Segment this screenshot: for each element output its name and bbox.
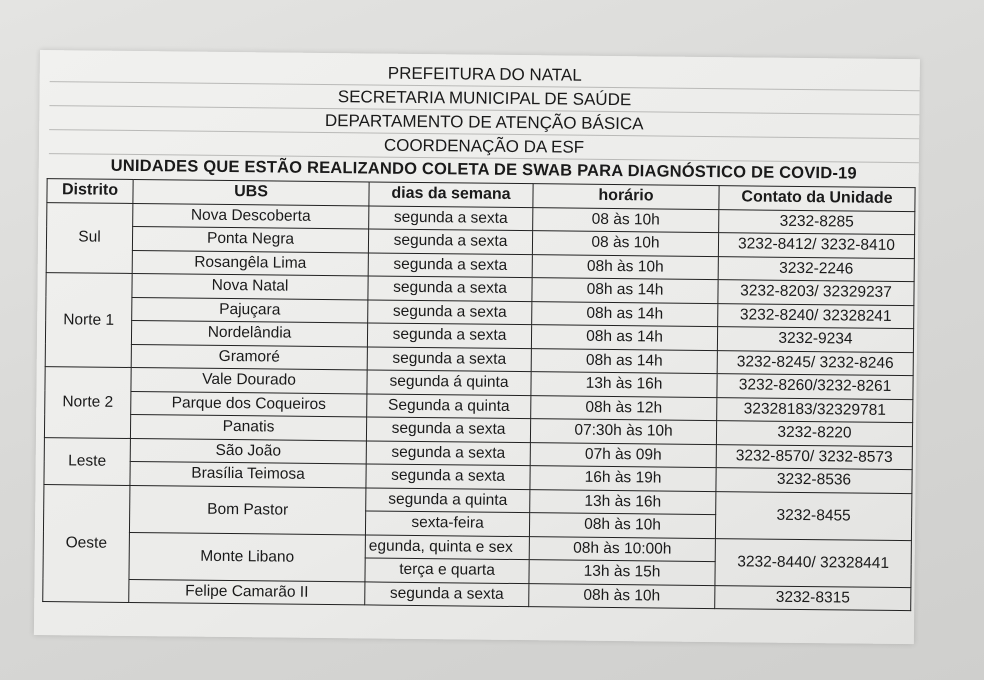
cell-dias: segunda a sexta (365, 581, 529, 606)
document-sheet (34, 50, 920, 644)
cell-ubs: Pajuçara (132, 297, 368, 323)
cell-ubs: São João (130, 438, 366, 464)
cell-horario: 08h as 14h (532, 301, 718, 326)
cell-contato: 3232-9234 (717, 327, 913, 353)
cell-dias: segunda a sexta (366, 464, 530, 489)
cell-dias: segunda a sexta (367, 346, 531, 371)
cell-distrito: Norte 1 (45, 273, 132, 368)
cell-distrito: Oeste (43, 484, 130, 602)
cell-contato: 3232-8285 (719, 209, 915, 235)
cell-contato: 3232-8220 (716, 421, 912, 447)
cell-ubs: Gramoré (131, 344, 367, 370)
cell-distrito: Leste (44, 437, 130, 485)
cell-contato: 3232-8315 (715, 585, 911, 611)
cell-dias: segunda a sexta (369, 205, 533, 230)
document-subtitle: UNIDADES QUE ESTÃO REALIZANDO COLETA DE SWAB PARA DIAGNÓSTICO DE COVID-19 (110, 156, 857, 183)
col-header-horario: horário (533, 184, 719, 209)
cell-horario: 08h as 14h (531, 348, 717, 373)
cell-dias: sexta-feira (365, 511, 529, 536)
col-header-distrito: Distrito (47, 179, 133, 203)
cell-contato: 3232-8440/ 32328441 (715, 538, 911, 587)
cell-ubs: Nordelândia (131, 320, 367, 346)
cell-dias: segunda a sexta (366, 417, 530, 442)
col-header-contato: Contato da Unidade (719, 186, 915, 212)
cell-horario: 07:30h às 10h (530, 419, 716, 444)
cell-dias: segunda a sexta (366, 440, 530, 465)
cell-dias: segunda a sexta (368, 299, 532, 324)
cell-horario: 08h as 14h (531, 325, 717, 350)
cell-contato: 3232-8203/ 32329237 (718, 280, 914, 306)
cell-contato: 3232-8536 (716, 468, 912, 494)
cell-contato: 3232-2246 (718, 256, 914, 282)
cell-contato: 32328183/32329781 (717, 397, 913, 423)
cell-ubs: Rosangêla Lima (132, 250, 368, 276)
cell-dias: segunda a sexta (368, 229, 532, 254)
cell-contato: 3232-8240/ 32328241 (718, 303, 914, 329)
cell-horario: 13h às 15h (529, 560, 715, 585)
cell-ubs: Panatis (130, 414, 366, 440)
cell-horario: 13h às 16h (530, 489, 716, 514)
cell-dias: segunda a quinta (366, 487, 530, 512)
cell-horario: 08h às 10h (529, 513, 715, 538)
cell-horario: 08h às 10:00h (529, 536, 715, 561)
header-line-departamento: DEPARTAMENTO DE ATENÇÃO BÁSICA (49, 106, 919, 139)
cell-ubs: Nova Natal (132, 273, 368, 299)
cell-ubs: Vale Dourado (131, 367, 367, 393)
col-header-dias: dias da semana (369, 182, 533, 207)
cell-dias: segunda a sexta (368, 252, 532, 277)
cell-ubs: Parque dos Coqueiros (131, 391, 367, 417)
cell-distrito: Norte 2 (44, 367, 131, 438)
cell-horario: 08 às 10h (533, 207, 719, 232)
cell-horario: 13h às 16h (531, 372, 717, 397)
header-line-secretaria: SECRETARIA MUNICIPAL DE SAÚDE (49, 82, 919, 115)
cell-contato: 3232-8455 (715, 491, 911, 540)
cell-horario: 07h às 09h (530, 442, 716, 467)
cell-ubs: Monte Libano (129, 532, 365, 581)
cell-horario: 08 às 10h (532, 231, 718, 256)
cell-dias: egunda, quinta e sex (365, 534, 529, 559)
swab-units-table (42, 178, 915, 611)
col-header-ubs: UBS (133, 179, 369, 205)
cell-dias: segunda á quinta (367, 370, 531, 395)
cell-ubs: Nova Descoberta (133, 203, 369, 229)
cell-dias: terça e quarta (365, 558, 529, 583)
cell-contato: 3232-8412/ 3232-8410 (718, 233, 914, 259)
document-header (49, 58, 920, 186)
header-line-prefeitura: PREFEITURA DO NATAL (50, 58, 920, 91)
cell-dias: segunda a sexta (368, 276, 532, 301)
cell-contato: 3232-8245/ 3232-8246 (717, 350, 913, 376)
cell-contato: 3232-8260/3232-8261 (717, 374, 913, 400)
cell-horario: 16h às 19h (530, 466, 716, 491)
cell-horario: 08h às 12h (531, 395, 717, 420)
cell-dias: segunda a sexta (367, 323, 531, 348)
cell-horario: 08h as 14h (532, 278, 718, 303)
cell-distrito: Sul (46, 202, 133, 273)
header-line-coordenacao: COORDENAÇÃO DA ESF (49, 130, 919, 163)
cell-ubs: Ponta Negra (132, 226, 368, 252)
cell-horario: 08h às 10h (529, 583, 715, 608)
cell-ubs: Bom Pastor (129, 485, 365, 534)
cell-contato: 3232-8570/ 3232-8573 (716, 444, 912, 470)
cell-dias: Segunda a quinta (367, 393, 531, 418)
cell-horario: 08h às 10h (532, 254, 718, 279)
cell-ubs: Felipe Camarão II (129, 579, 365, 605)
cell-ubs: Brasília Teimosa (130, 461, 366, 487)
